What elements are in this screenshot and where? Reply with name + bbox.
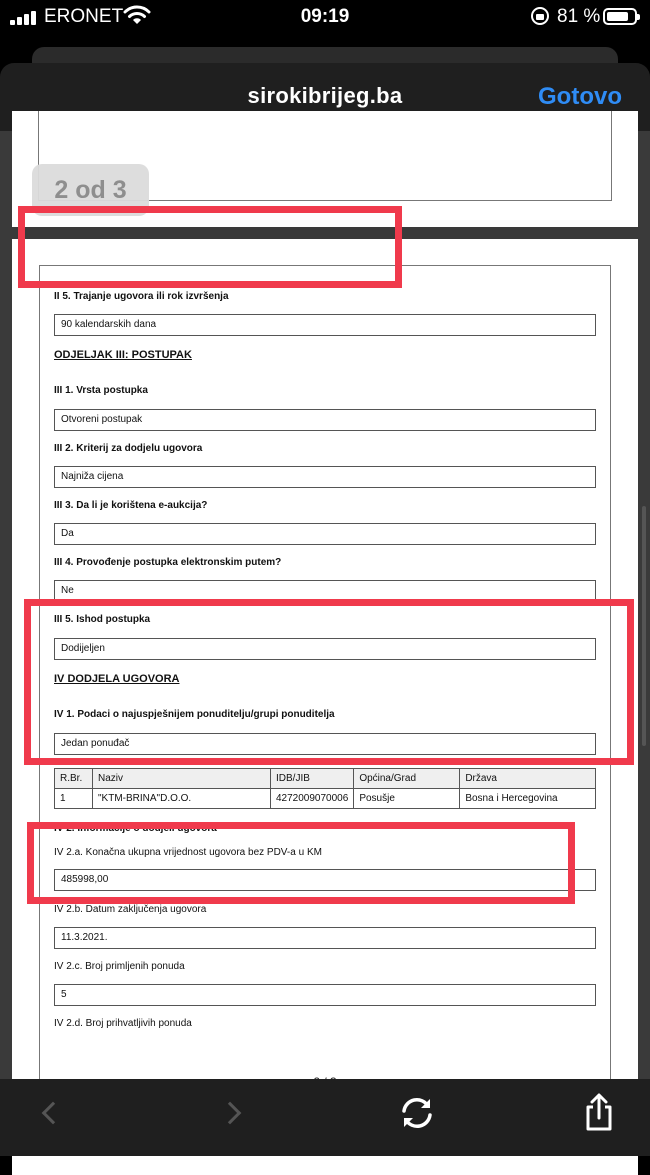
- highlight-contract-date: [27, 822, 575, 904]
- iii5-value: Dodijeljen: [54, 638, 596, 660]
- page-indicator-badge: 2 od 3: [32, 164, 149, 216]
- iv2c-value: 5: [54, 984, 596, 1006]
- header-drzava: Država: [460, 769, 596, 789]
- forward-button[interactable]: [212, 1091, 256, 1135]
- table-header-row: [55, 769, 596, 789]
- status-bar: [0, 0, 650, 36]
- iii2-label: III 2. Kriterij za dodjelu ugovora: [54, 443, 203, 454]
- iv2d-label: IV 2.d. Broj prihvatljivih ponuda: [54, 1018, 192, 1029]
- forward-arrow-icon: [219, 1102, 242, 1125]
- bidder-table: [54, 768, 596, 809]
- iii4-label: III 4. Provođenje postupka elektronskim putem?: [54, 557, 282, 568]
- header-opcina: Općina/Grad: [354, 769, 460, 789]
- carrier-name: ERONET: [44, 6, 124, 27]
- share-button[interactable]: [577, 1091, 621, 1135]
- iv2b-label: IV 2.b. Datum zaključenja ugovora: [54, 904, 207, 915]
- ii5-label: II 5. Trajanje ugovora ili rok izvršenja: [54, 291, 229, 302]
- section-iii-title: ODJELJAK III: POSTUPAK: [54, 349, 192, 361]
- battery-icon: [603, 8, 637, 25]
- highlight-award: [24, 599, 634, 765]
- clock: 09:19: [300, 6, 350, 27]
- iv2a-value: 485998,00: [54, 869, 596, 891]
- header-naziv: Naziv: [93, 769, 271, 789]
- cell-idb: 4272009070006: [271, 789, 354, 809]
- iv2-label: IV 2. Informacije o dodjeli ugovora: [54, 823, 217, 834]
- iv2a-label: IV 2.a. Konačna ukupna vrijednost ugovora bez PDV-a u KM: [54, 847, 322, 858]
- iv1-label: IV 1. Podaci o najuspješnijem ponuditelju/grupi ponuditelja: [54, 709, 335, 720]
- iv2c-label: IV 2.c. Broj primljenih ponuda: [54, 961, 185, 972]
- iii1-label: III 1. Vrsta postupka: [54, 385, 148, 396]
- iii2-value: Najniža cijena: [54, 466, 596, 488]
- scrollbar[interactable]: [642, 506, 646, 746]
- iii4-value: Ne: [54, 580, 596, 602]
- cell-opcina: Posušje: [354, 789, 460, 809]
- header-rbr: R.Br.: [55, 769, 93, 789]
- cell-rbr: 1: [55, 789, 93, 809]
- orientation-lock-icon: [531, 7, 549, 25]
- table-row: [55, 789, 596, 809]
- bottom-toolbar: [0, 1079, 650, 1156]
- iii1-value: Otvoreni postupak: [54, 409, 596, 431]
- back-arrow-icon: [42, 1102, 65, 1125]
- ii5-value: 90 kalendarskih dana: [54, 314, 596, 336]
- iii5-label: III 5. Ishod postupka: [54, 614, 151, 625]
- iv2b-value: 11.3.2021.: [54, 927, 596, 949]
- refresh-icon: [395, 1091, 439, 1135]
- back-button[interactable]: [27, 1091, 71, 1135]
- iii3-label: III 3. Da li je korištena e-aukcija?: [54, 500, 208, 511]
- header-idb: IDB/JIB: [271, 769, 354, 789]
- cell-drzava: Bosna i Hercegovina: [460, 789, 596, 809]
- battery-fill: [607, 12, 628, 21]
- share-icon: [577, 1091, 621, 1135]
- done-button[interactable]: Gotovo: [538, 83, 622, 110]
- cell-naziv: "KTM-BRINA"D.O.O.: [93, 789, 271, 809]
- battery-percent: 81 %: [557, 6, 601, 27]
- iii3-value: Da: [54, 523, 596, 545]
- refresh-button[interactable]: [395, 1091, 439, 1135]
- highlight-duration: [18, 206, 402, 288]
- iv1-value: Jedan ponuđač: [54, 733, 596, 755]
- section-iv-title: IV DODJELA UGOVORA: [54, 673, 180, 685]
- site-title: sirokibrijeg.ba: [247, 83, 403, 108]
